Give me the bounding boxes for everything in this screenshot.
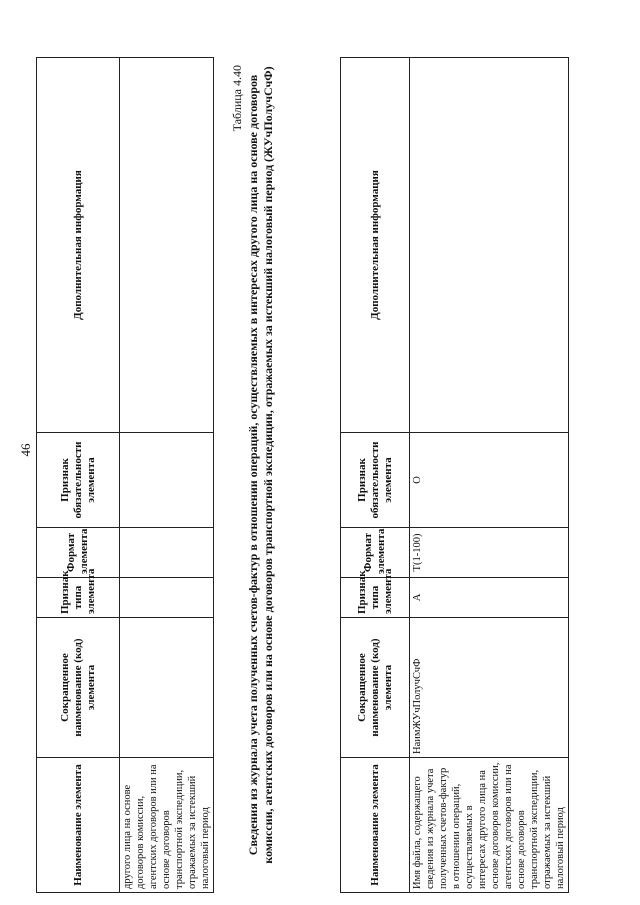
cell-element-name: другого лица на основе договоров комиссии, агентских договоров или на основе договоров транспортной экспедиции, отражаемых за истекший налоговый период [120,758,214,893]
main-table [340,57,569,893]
header-element-required: Признак обязательности элемента [37,433,120,528]
page-number: 46 [18,443,33,457]
cell-element-name: Имя файла, содержащего сведения из журнала учета полученных счетов-фактур в отношении операций, осуществляемых в интересах другого лица на основе договоров комиссии, агентских договоров или на основе договоров транспортной экспедиции, отражаемых за истекший налоговый период [410,758,569,893]
header-element-code: Сокращенное наименование (код) элемента [341,618,410,758]
cell-element-format [120,528,214,578]
header-additional-info: Дополнительная информация [37,58,120,433]
header-element-type: Признак типа элемента [37,578,120,618]
table-number-label: Таблица 4.40 [230,65,244,132]
header-element-format: Формат элемента [37,528,120,578]
header-element-type: Признак типа элемента [341,578,410,618]
cell-element-required: О [410,433,569,528]
header-element-format: Формат элемента [341,528,410,578]
header-element-required: Признак обязательности элемента [341,433,410,528]
header-element-code: Сокращенное наименование (код) элемента [37,618,120,758]
cell-element-required [120,433,214,528]
cell-element-format: T(1-100) [410,528,569,578]
table-row [120,58,214,893]
header-element-name: Наименование элемента [37,758,120,893]
cell-additional-info [120,58,214,433]
table-title: Сведения из журнала учета полученных счетов-фактур в отношении операций, осуществляемых в интересах другого лица на основе договоров комиссии, агентских договоров или на основе договоров транспортной экспедиции, отражаемых за истекший налоговый период (ЖУчПолучСчФ) [246,66,275,864]
cell-element-code: НаимЖУчПолучСчФ [410,618,569,758]
table-header-row [37,58,120,893]
continued-table [36,57,214,893]
table-header-row [341,58,410,893]
table-row [410,58,569,893]
cell-additional-info [410,58,569,433]
cell-element-type [120,578,214,618]
header-element-name: Наименование элемента [341,758,410,893]
cell-element-type: А [410,578,569,618]
header-additional-info: Дополнительная информация [341,58,410,433]
cell-element-code [120,618,214,758]
